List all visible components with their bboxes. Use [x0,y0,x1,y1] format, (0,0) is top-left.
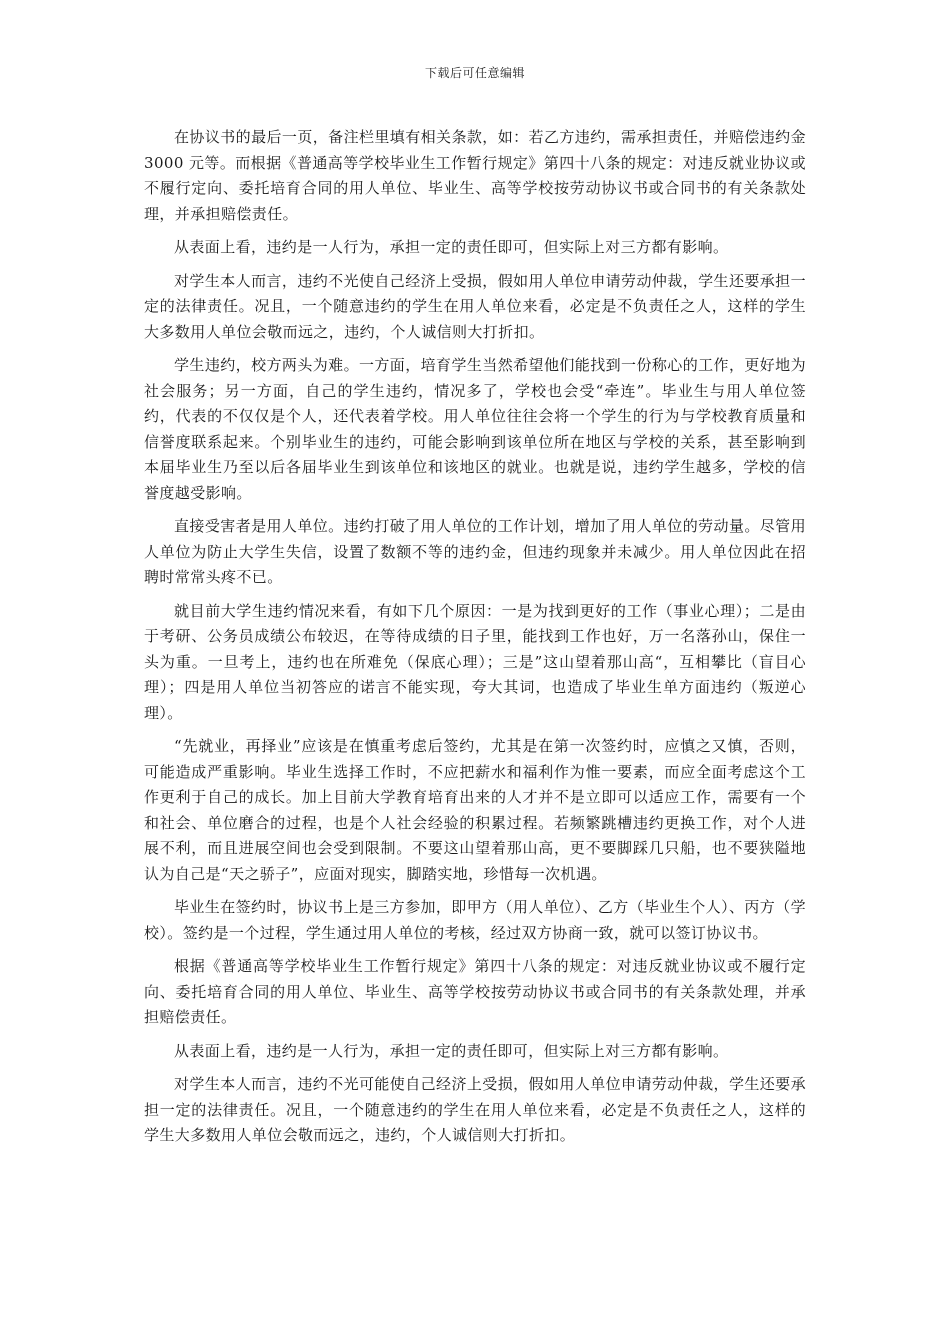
paragraph-11: 对学生本人而言，违约不光可能使自己经济上受损，假如用人单位申请劳动仲裁，学生还要承担一定的法律责任。况且，一个随意违约的学生在用人单位来看，必定是不负责任之人，这样的学生大多数用人单位会敬而远之，违约，个人诚信则大打折扣。 [144,1075,806,1144]
document-body [144,125,806,1157]
paragraph-5: 直接受害者是用人单位。违约打破了用人单位的工作计划，增加了用人单位的劳动量。尽管用人单位为防止大学生失信，设置了数额不等的违约金，但违约现象并未减少。用人单位因此在招聘时常常头疼不已。 [144,517,806,586]
page-header-note: 下载后可任意编辑 [424,66,525,80]
paragraph-3: 对学生本人而言，违约不光使自己经济上受损，假如用人单位申请劳动仲裁，学生还要承担一定的法律责任。况且，一个随意违约的学生在用人单位来看，必定是不负责任之人，这样的学生大多数用人单位会敬而远之，违约，个人诚信则大打折扣。 [144,271,806,341]
paragraph-7: “先就业，再择业”应该是在慎重考虑后签约，尤其是在第一次签约时，应慎之又慎，否则，可能造成严重影响。毕业生选择工作时，不应把薪水和福利作为惟一要素，而应全面考虑这个工作更利于自己的成长。加上目前大学教育培育出来的人才并不是立即可以适应工作，需要有一个和社会、单位磨合的过程，也是个人社会经验的积累过程。若频繁跳槽违约更换工作，对个人进展不利，而且进展空间也会受到限制。不要这山望着那山高，更不要脚踩几只船，也不要狭隘地认为自己是“天之骄子”，应面对现实，脚踏实地，珍惜每一次机遇。 [144,737,806,883]
paragraph-1: 在协议书的最后一页，备注栏里填有相关条款，如：若乙方违约，需承担责任，并赔偿违约金 3000 元等。而根据《普通高等学校毕业生工作暂行规定》第四十八条的规定：对违反就业协议或不履行定向、委托培育合同的用人单位、毕业生、高等学校按劳动协议书或合同书的有关条款处理，并承担赔偿责任。 [144,128,806,223]
paragraph-2: 从表面上看，违约是一人行为，承担一定的责任即可，但实际上对三方都有影响。 [174,238,729,256]
paragraph-10: 从表面上看，违约是一人行为，承担一定的责任即可，但实际上对三方都有影响。 [174,1041,729,1060]
paragraph-6: 就目前大学生违约情况来看，有如下几个原因：一是为找到更好的工作（事业心理）；二是由于考研、公务员成绩公布较迟，在等待成绩的日子里，能找到工作也好，万一名落孙山，保住一头为重。一旦考上，违约也在所难免（保底心理）；三是”这山望着那山高“，互相攀比（盲目心理）；四是用人单位当初答应的诺言不能实现，夸大其词，也造成了毕业生单方面违约（叛逆心理）。 [144,601,806,722]
paragraph-9: 根据《普通高等学校毕业生工作暂行规定》第四十八条的规定：对违反就业协议或不履行定向、委托培育合同的用人单位、毕业生、高等学校按劳动协议书或合同书的有关条款处理，并承担赔偿责任。 [144,957,806,1026]
paragraph-4: 学生违约，校方两头为难。一方面，培育学生当然希望他们能找到一份称心的工作，更好地为社会服务；另一方面，自己的学生违约，情况多了，学校也会受“牵连”。毕业生与用人单位签约，代表的不仅仅是个人，还代表着学校。用人单位往往会将一个学生的行为与学校教育质量和信誉度联系起来。个别毕业生的违约，可能会影响到该单位所在地区与学校的关系，甚至影响到本届毕业生乃至以后各届毕业生到该单位和该地区的就业。也就是说，违约学生越多，学校的信誉度越受影响。 [144,356,806,502]
paragraph-8: 毕业生在签约时，协议书上是三方参加，即甲方（用人单位）、乙方（毕业生个人）、丙方（学校）。签约是一个过程，学生通过用人单位的考核，经过双方协商一致，就可以签订协议书。 [144,898,806,942]
